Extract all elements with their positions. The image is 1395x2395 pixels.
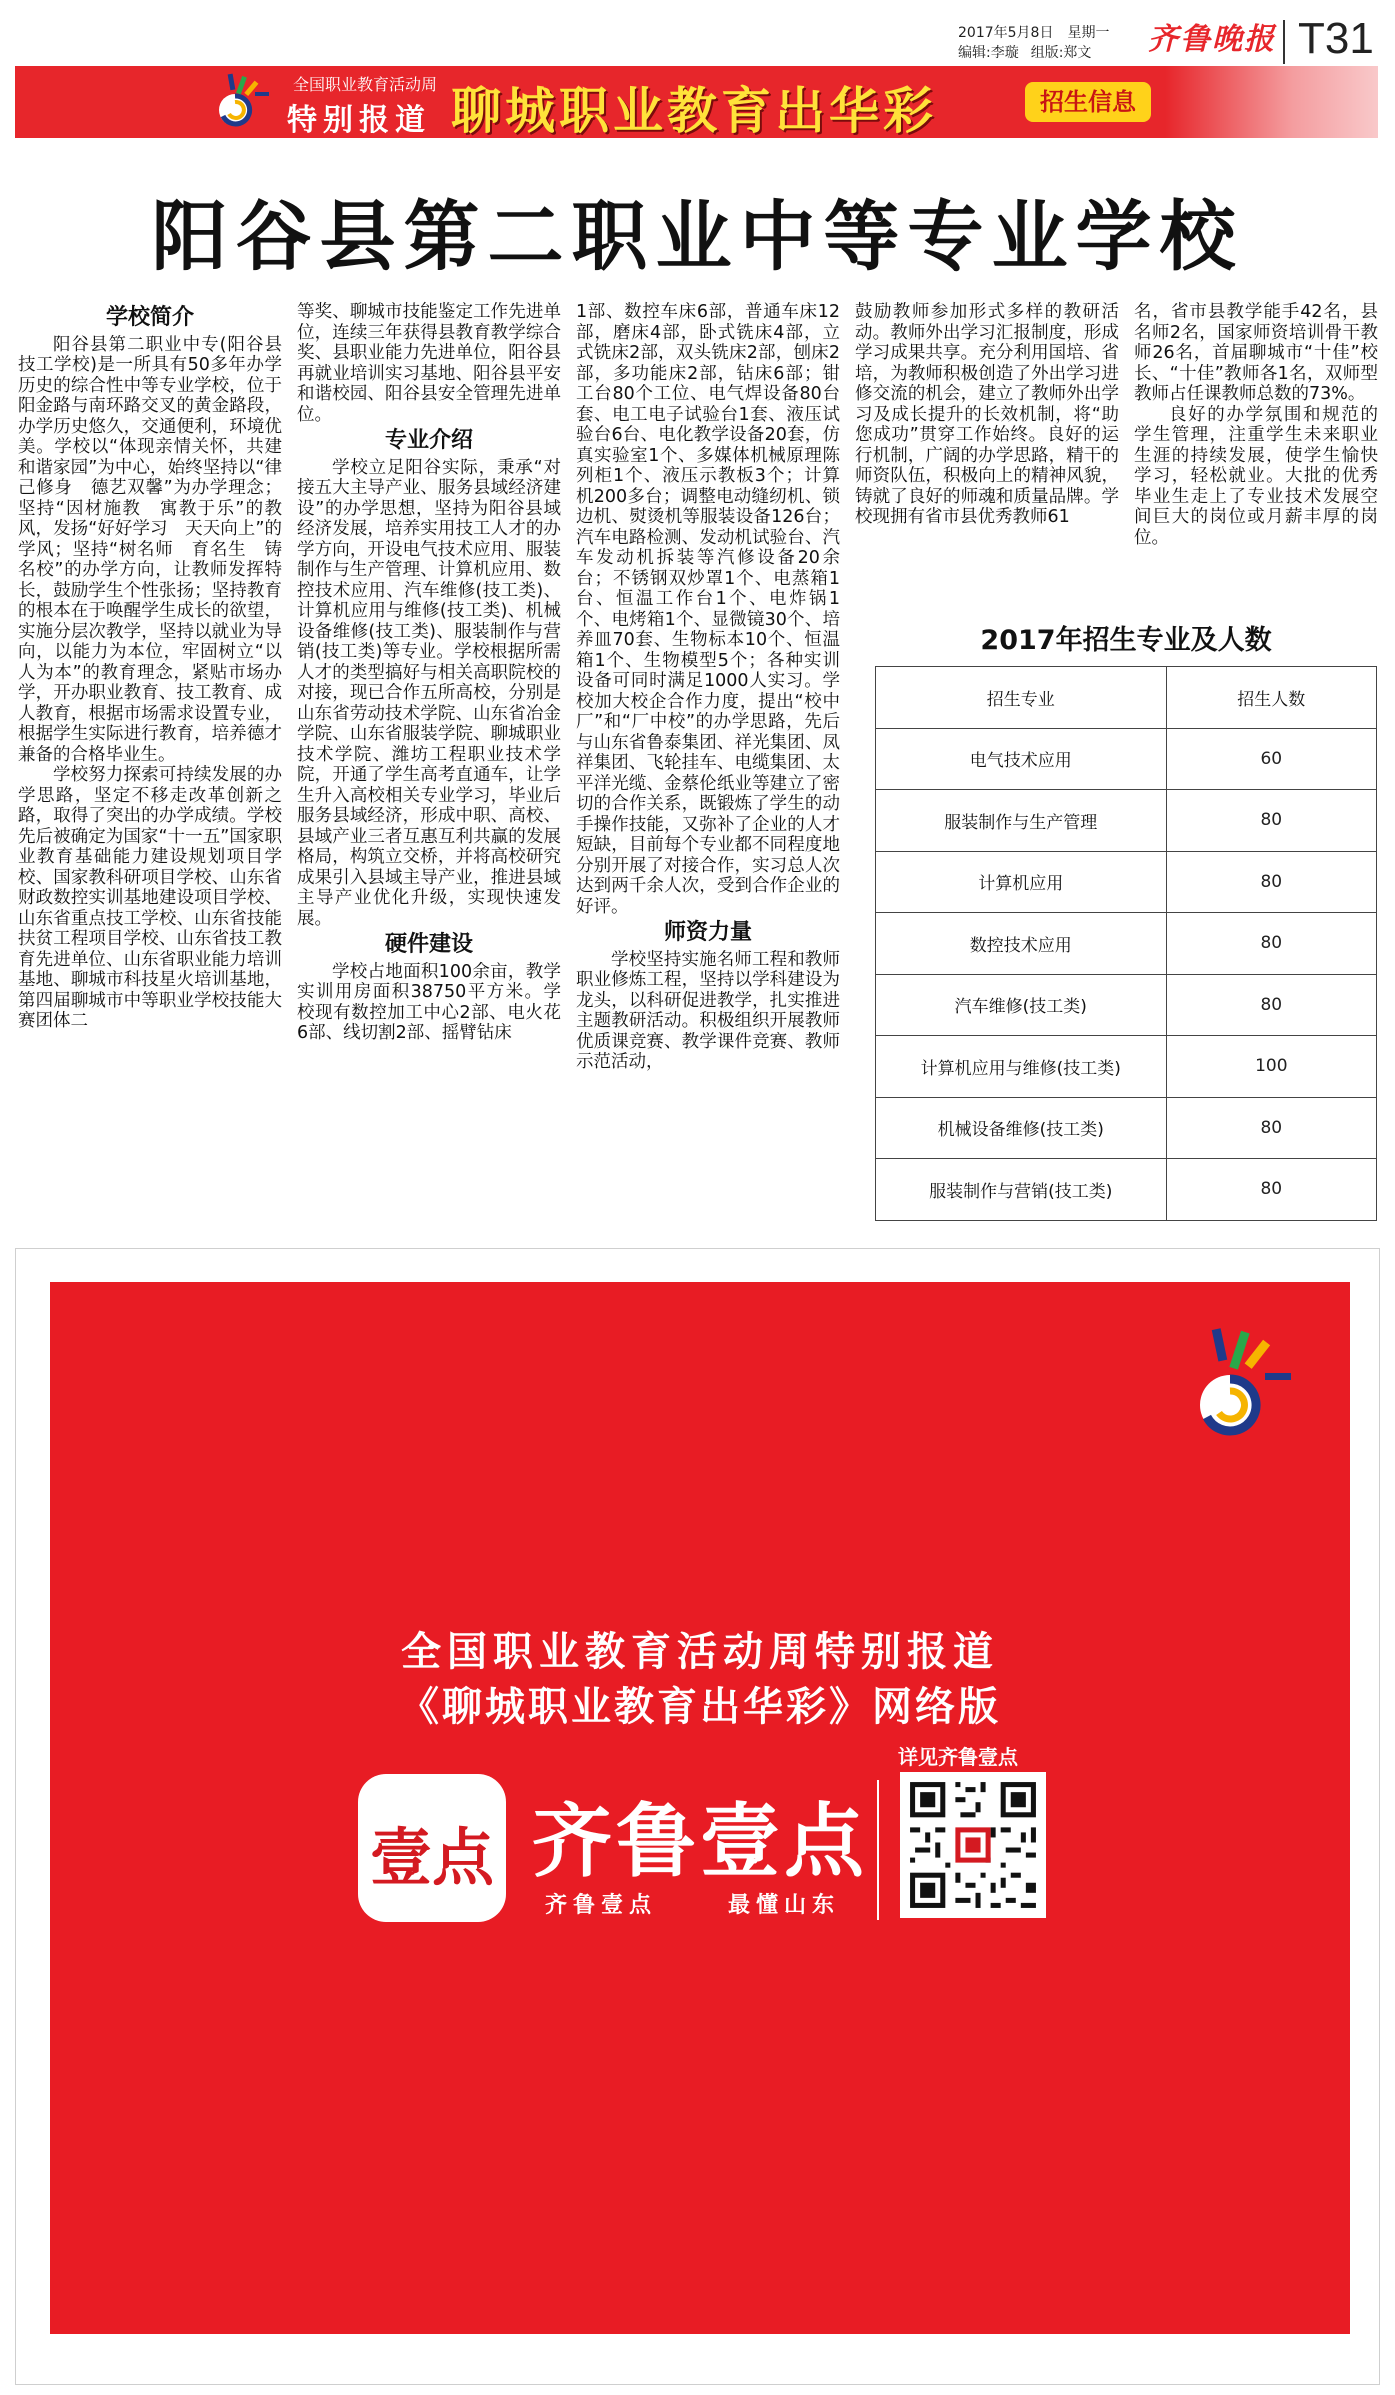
table-row	[876, 1159, 1377, 1221]
app-icon	[358, 1774, 506, 1922]
article-headline: 阳谷县第二职业中等专业学校	[151, 192, 1244, 281]
vocational-week-logo-icon	[205, 72, 275, 132]
table-header-row	[876, 667, 1377, 729]
major-cell: 服装制作与营销(技工类)	[876, 1159, 1167, 1221]
paragraph: 学校坚持实施名师工程和教师职业修炼工程，坚持以学科建设为龙头，以科研促进教学，扎实推进主题教研活动。积极组织开展教师优质课竞赛、教学课件竞赛、教师示范活动，	[576, 949, 840, 1072]
article-column-1	[18, 302, 282, 1032]
advert-slogan: 齐鲁壹点	[545, 1892, 658, 1918]
qr-code-icon[interactable]	[900, 1772, 1046, 1918]
major-cell: 计算机应用与维修(技工类)	[876, 1036, 1167, 1098]
paragraph: 阳谷县第二职业中专(阳谷县技工学校)是一所具有50多年办学历史的综合性中等专业学校，位于阳金路与南环路交叉的黄金路段，办学历史悠久，交通便利，环境优美。学校以“体现亲情关怀，共建和谐家园”为中心，始终坚持以“律己修身 德艺双馨”为办学理念；坚持“因材施教 寓教于乐”的教风，发扬“好好学习 天天向上”的学风；坚持“树名师 育名生 铸名校”的办学方向，让教师发挥特长，鼓励学生个性张扬；坚持教育的根本在于唤醒学生成长的欲望，实施分层次教学，坚持以就业为导向，以能力为本位，牢固树立“以人为本”的教育理念，紧贴市场办学，开办职业教育、技工教育、成人教育，根据市场需求设置专业，根据学生实际进行教育，培养德才兼备的合格毕业生。	[18, 334, 282, 765]
advert-see-more: 详见齐鲁壹点	[898, 1745, 1018, 1769]
app-name: 齐鲁壹点	[532, 1794, 868, 1888]
date-line	[958, 22, 1123, 42]
quota-cell: 80	[1166, 1097, 1376, 1159]
major-cell: 汽车维修(技工类)	[876, 974, 1167, 1036]
column-header-major: 招生专业	[876, 667, 1167, 729]
quota-cell: 80	[1166, 851, 1376, 913]
section-heading-hardware: 硬件建设	[384, 932, 473, 957]
enrollment-table-title: 2017年招生专业及人数	[980, 625, 1272, 656]
major-cell: 数控技术应用	[876, 913, 1167, 975]
major-cell: 机械设备维修(技工类)	[876, 1097, 1167, 1159]
article-column-3	[576, 302, 840, 1073]
table-row	[876, 1097, 1377, 1159]
page-number: T31	[1298, 14, 1374, 63]
banner-decoration	[1165, 66, 1378, 138]
section-heading-majors: 专业介绍	[384, 428, 473, 453]
quota-cell: 60	[1166, 728, 1376, 790]
advert-headline: 全国职业教育活动周特别报道	[401, 1629, 999, 1675]
article-column-5	[1134, 302, 1378, 548]
editor-line	[958, 42, 1103, 62]
paragraph: 学校立足阳谷实际，秉承“对接五大主导产业、服务县域经济建设”的办学思想，坚持为阳谷县域经济发展，培养实用技工人才的办学方向，开设电气技术应用、服装制作与生产管理、计算机应用、数控技术应用、汽车维修(技工类)、计算机应用与维修(技工类)、机械设备维修(技工类)、服装制作与营销(技工类)等专业。学校根据所需人才的类型搞好与相关高职院校的对接，现已合作五所高校，分别是山东省劳动技术学院、山东省冶金学院、山东省服装学院、聊城职业技术学院、潍坊工程职业技术学院，开通了学生高考直通车，让学生升入高校相关专业学习，毕业后服务县域经济，形成中职、高校、县域产业三者互惠互利共赢的发展格局，构筑立交桥，并将高校研究成果引入县域主导产业，推进县域主导产业优化升级，实现快速发展。	[297, 457, 561, 929]
quota-cell: 80	[1166, 974, 1376, 1036]
quota-cell: 80	[1166, 790, 1376, 852]
issue-weekday: 星期一	[1067, 25, 1110, 41]
article-column-4	[855, 302, 1119, 528]
table-row	[876, 1036, 1377, 1098]
app-icon-label: 壹点	[369, 1821, 494, 1894]
table-row	[876, 913, 1377, 975]
paragraph: 名，省市县教学能手42名，县名师2名，国家师资培训骨干教师26名，首届聊城市“十佳”校长、“十佳”教师各1名，双师型教师占任课教师总数的73%。	[1134, 302, 1378, 404]
major-cell: 计算机应用	[876, 851, 1167, 913]
major-cell: 电气技术应用	[876, 728, 1167, 790]
table-row	[876, 974, 1377, 1036]
table-row	[876, 728, 1377, 790]
qr-code-pattern	[900, 1772, 1046, 1918]
section-heading-intro: 学校简介	[105, 305, 194, 330]
issue-date: 2017年5月8日	[958, 25, 1054, 41]
section-banner	[15, 66, 1378, 138]
column-header-quota: 招生人数	[1166, 667, 1376, 729]
vocational-week-logo-icon	[1185, 1325, 1295, 1445]
advert-subheadline: 《聊城职业教育出华彩》网络版	[399, 1684, 1001, 1730]
banner-subtitle: 全国职业教育活动周	[293, 75, 438, 94]
advert-divider	[877, 1780, 879, 1920]
quota-cell: 100	[1166, 1036, 1376, 1098]
article-column-2	[297, 302, 561, 1044]
advert-slogan: 最懂山东	[728, 1892, 841, 1918]
header-divider	[1283, 20, 1285, 64]
section-heading-teachers: 师资力量	[663, 920, 752, 945]
paragraph: 学校努力探索可持续发展的办学思路，坚定不移走改革创新之路，取得了突出的办学成绩。学校先后被确定为国家“十一五”国家职业教育基础能力建设规划项目学校、国家教科研项目学校、山东省财政数控实训基地建设项目学校、山东省重点技工学校、山东省技能扶贫工程项目学校、山东省技工教育先进单位、山东省职业能力培训基地、聊城市科技星火培训基地，第四届聊城市中等职业学校技能大赛团体二	[18, 765, 282, 1031]
major-cell: 服装制作与生产管理	[876, 790, 1167, 852]
editor-credit: 编辑:李璇	[958, 45, 1019, 61]
paragraph: 学校占地面积100余亩，教学实训用房面积38750平方米。学校现有数控加工中心2部、电火花6部、线切割2部、摇臂钻床	[297, 961, 561, 1043]
banner-tag-badge: 招生信息	[1025, 82, 1151, 122]
paragraph: 等奖、聊城市技能鉴定工作先进单位，连续三年获得县教育教学综合奖、县职业能力先进单位，阳谷县再就业培训实习基地、阳谷县平安和谐校园、阳谷县安全管理先进单位。	[297, 302, 561, 425]
enrollment-table	[875, 666, 1377, 1221]
banner-special-report: 特别报道	[287, 103, 431, 138]
paragraph: 鼓励教师参加形式多样的教研活动。教师外出学习汇报制度，形成学习成果共享。充分利用国培、省培，为教师积极创造了外出学习进修交流的机会，建立了教师外出学习及成长提升的长效机制，将“助您成功”贯穿工作始终。良好的运行机制，广阔的办学思路，精干的师资队伍，积极向上的精神风貌，铸就了良好的师魂和质量品牌。学校现拥有省市县优秀教师61	[855, 302, 1119, 527]
banner-main-title: 聊城职业教育出华彩	[451, 82, 937, 138]
quota-cell: 80	[1166, 1159, 1376, 1221]
paragraph: 良好的办学氛围和规范的学生管理，注重学生未来职业生涯的持续发展，使学生愉快学习，轻松就业。大批的优秀毕业生走上了专业技术发展空间巨大的岗位或月薪丰厚的岗位。	[1134, 404, 1378, 548]
newspaper-logo: 齐鲁晚报	[1148, 22, 1276, 57]
paragraph: 1部、数控车床6部，普通车床12部，磨床4部，卧式铣床4部，立式铣床2部，双头铣床2部，刨床2部，多功能床2部，钻床6部；钳工台80个工位、电气焊设备80台套、电工电子试验台1套、液压试验台6台、电化教学设备20套，仿真实验室1个、多媒体机械原理陈列柜1个、液压示教板3个；计算机200多台；调整电动缝纫机、锁边机、熨烫机等服装设备126台；汽车电路检测、发动机试验台、汽车发动机拆装等汽修设备20余台；不锈钢双炒罩1个、电蒸箱1台、恒温工作台1个、电炸锅1个、电烤箱1个、显微镜30个、培养皿70套、生物标本10个、恒温箱1个、生物模型5个；各种实训设备可同时满足1000人实习。学校加大校企合作力度，提出“校中厂”和“厂中校”的办学思路，先后与山东省鲁泰集团、祥光集团、凤祥集团、飞轮挂车、电缆集团、太平洋光缆、金蔡伦纸业等建立了密切的合作关系，既锻炼了学生的动手操作技能，又弥补了企业的人才短缺，目前每个专业都不同程度地分别开展了对接合作，实习总人次达到两千余人次，受到合作企业的好评。	[576, 302, 840, 917]
table-row	[876, 851, 1377, 913]
table-row	[876, 790, 1377, 852]
quota-cell: 80	[1166, 913, 1376, 975]
layout-editor-credit: 组版:郑文	[1030, 45, 1092, 61]
